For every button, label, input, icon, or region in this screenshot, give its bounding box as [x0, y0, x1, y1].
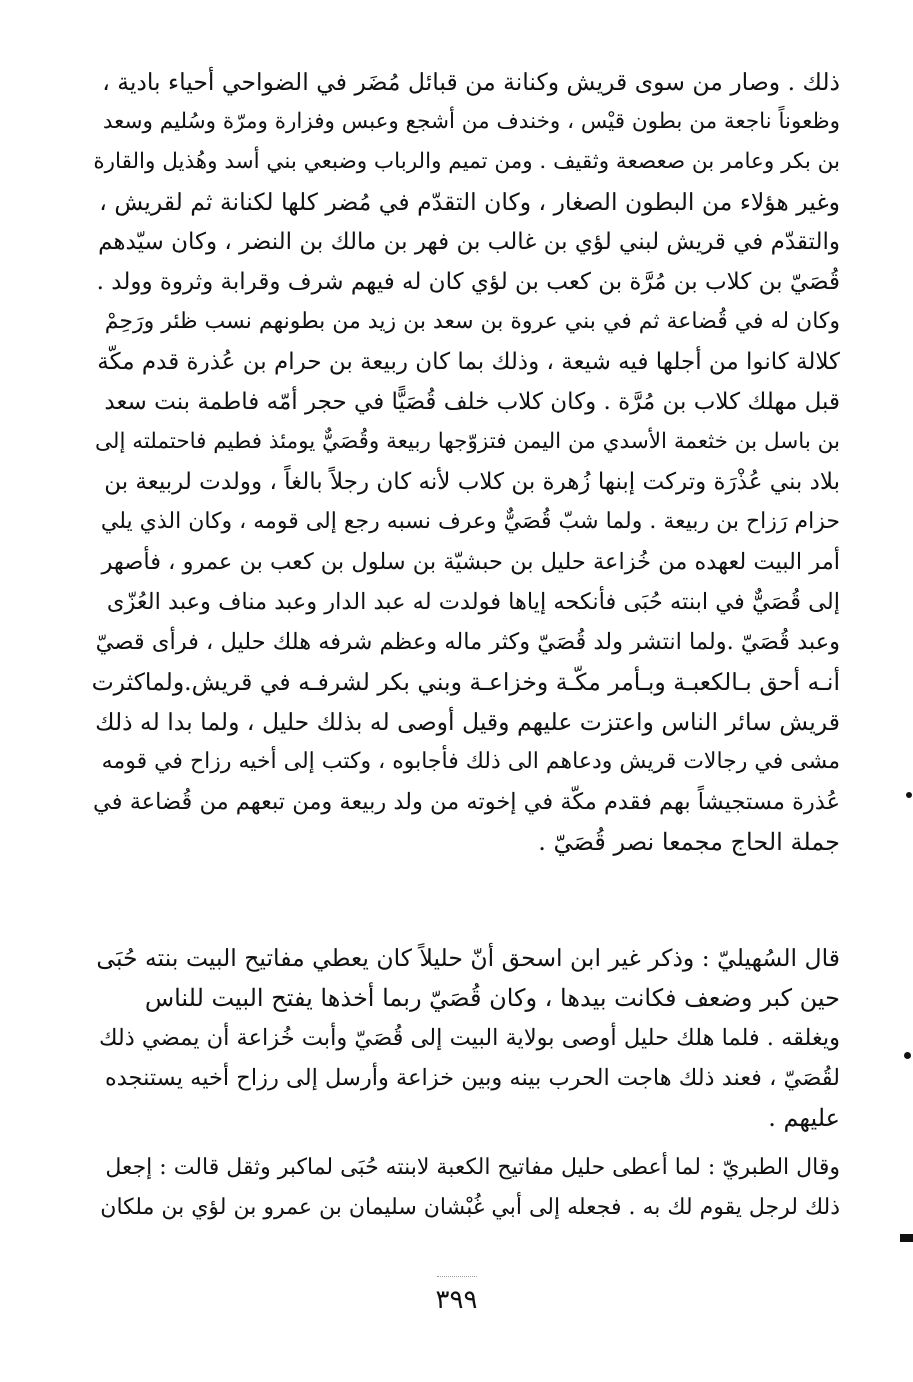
text-line: وعبد قُصَيّ .ولما انتشر ولد قُصَيّ وكثر ماله وعظم شرفه هلك حليل ، فرأى قصيّ — [95, 629, 840, 655]
text-line: وظعوناً ناجعة من بطون قيْس ، وخندف من أشجع وعبس وفزارة ومرّة وسُليم وسعد — [102, 109, 840, 134]
page-number: ٣٩٩ — [435, 1285, 478, 1315]
text-line: مشى في رجالات قريش ودعاهم الى ذلك فأجابوه ، وكتب إلى أخيه رزاح في قومه — [101, 749, 840, 774]
text-line: ويغلقه . فلما هلك حليل أوصى بولاية البيت إلى قُصَيّ وأبت خُزاعة أن يمضي ذلك — [98, 1025, 840, 1051]
text-line: كلالة كانوا من أجلها فيه شيعة ، وذلك بما كان ربيعة بن حرام بن عُذرة قدم مكّة — [97, 349, 840, 375]
text-line: وقال الطبريّ : لما أعطى حليل مفاتيح الكعبة لابنته حُبَى لماكبر وثقل قالت : إجعل — [105, 1155, 840, 1180]
scan-mark — [904, 1052, 911, 1059]
text-line: لقُصَيّ ، فعند ذلك هاجت الحرب بينه وبين خزاعة وأرسل إلى رزاح أخيه يستنجده — [104, 1065, 840, 1091]
scan-mark — [900, 1234, 913, 1242]
text-line: بن باسل بن خثعمة الأسدي من اليمن فتزوّجها ربيعة وقُصَيٌّ يومئذ فطيم فاحتملته إلى — [95, 429, 840, 454]
text-line: حزام رَزاح بن ربيعة . ولما شبّ قُصَيٌّ وعرف نسبه رجع إلى قومه ، وكان الذي يلي — [100, 509, 840, 534]
paragraph-1 — [92, 62, 840, 862]
text-line: قُصَيّ بن كلاب بن مُرَّة بن كعب بن لؤي كان له فيهم شرف وقرابة وثروة وولد . — [96, 269, 840, 295]
text-line: بلاد بني عُذْرَة وتركت إبنها زُهرة بن كلاب لأنه كان رجلاً بالغاً ، وولدت لربيعة بن — [104, 469, 840, 495]
text-line: عليهم . — [768, 1104, 840, 1132]
text-line: قبل مهلك كلاب بن مُرَّة . وكان كلاب خلف قُصَيًّا في حجر أمّه فاطمة بنت سعد — [104, 389, 840, 415]
paragraph-3 — [92, 1148, 840, 1228]
text-line: والتقدّم في قريش لبني لؤي بن غالب بن فهر بن مالك بن النضر ، وكان سيّدهم — [98, 229, 840, 255]
scan-mark — [906, 792, 912, 798]
text-line: وغير هؤلاء من البطون الصغار ، وكان التقدّم في مُضر كلها لكنانة ثم لقريش ، — [99, 188, 840, 216]
text-line: قال السُهيليّ : وذكر غير ابن اسحق أنّ حليلاً كان يعطي مفاتيح البيت بنته حُبَى — [96, 944, 840, 972]
text-line: وكان له في قُضاعة ثم في بني عروة بن سعد بن زيد من بطونهم نسب ظئر ورَحِمْ — [104, 309, 840, 334]
paragraph-2 — [92, 938, 840, 1138]
text-line: إلى قُصَيٌّ في ابنته حُبَى فأنكحه إياها فولدت له عبد الدار وعبد مناف وعبد العُزّى — [106, 589, 840, 615]
text-line: قريش سائر الناس واعتزت عليهم وقيل أوصى له بذلك حليل ، ولما بدا له ذلك — [95, 708, 840, 736]
text-line: أنـه أحق بـالكعبـة وبـأمر مكّـة وخزاعـة وبني بكر لشرفـه في قريش.ولماكثرت — [92, 668, 840, 696]
text-line: ذلك لرجل يقوم لك به . فجعله إلى أبي غُبْشان سليمان بن عمرو بن لؤي بن ملكان — [100, 1195, 840, 1220]
text-line: حين كبر وضعف فكانت بيدها ، وكان قُصَيّ ربما أخذها يفتح البيت للناس — [144, 984, 840, 1012]
footer-divider — [437, 1276, 477, 1278]
text-line: عُذرة مستجيشاً بهم فقدم مكّة في إخوته من ولد ربيعة ومن تبعهم من قُضاعة في — [93, 789, 840, 815]
text-line: ذلك . وصار من سوى قريش وكنانة من قبائل مُضَر في الضواحي أحياء بادية ، — [102, 68, 840, 96]
text-line: جملة الحاج مجمعا نصر قُصَيّ . — [538, 828, 840, 856]
text-line: أمر البيت لعهده من خُزاعة حليل بن حبشيّة بن سلول بن كعب بن عمرو ، فأصهر — [101, 549, 840, 575]
text-line: بن بكر وعامر بن صعصعة وثقيف . ومن تميم والرباب وضبعي بني أسد وهُذيل والقارة — [93, 149, 840, 174]
